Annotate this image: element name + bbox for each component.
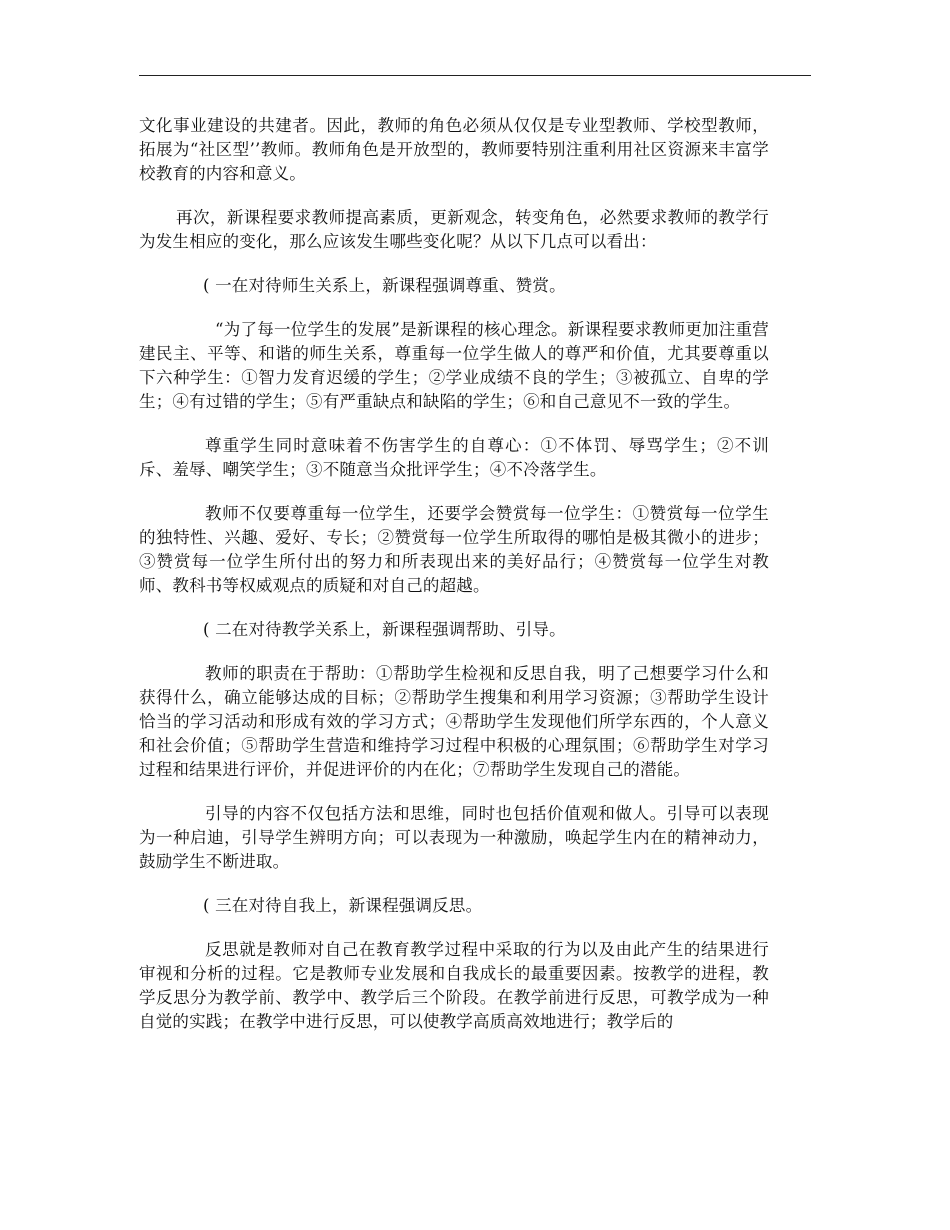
paragraph-behavior-change: 再次，新课程要求教师提高素质，更新观念，转变角色，必然要求教师的教学行为发生相应的变化，那么应该发生哪些变化呢？从以下几点可以看出：	[139, 208, 769, 251]
paragraph-guidance: 引导的内容不仅包括方法和思维，同时也包括价值观和做人。引导可以表现为一种启迪，引导学生辨明方向；可以表现为一种激励，唤起学生内在的精神动力，鼓励学生不断进取。	[139, 804, 769, 871]
paragraph-reflection: 反思就是教师对自己在教育教学过程中采取的行为以及由此产生的结果进行审视和分析的过程。它是教师专业发展和自我成长的最重要因素。按教学的进程，教学反思分为教学前、教学中、教学后三个阶段。在教学前进行反思，可教学成为一种自觉的实践；在教学中进行反思，可以使教学高质高效地进行；教学后的	[139, 940, 769, 1031]
section-heading-self: ( 三在对待自我上，新课程强调反思。	[203, 896, 483, 915]
paragraph-teacher-role: 文化事业建设的共建者。因此，教师的角色必须从仅仅是专业型教师、学校型教师，拓展为“社区型’’教师。教师角色是开放型的，教师要特别注重利用社区资源来丰富学校教育的内容和意义。	[139, 116, 769, 183]
paragraph-self-esteem: 尊重学生同时意味着不伤害学生的自尊心：①不体罚、辱骂学生；②不训斥、羞辱、嘲笑学生；③不随意当众批评学生；④不冷落学生。	[139, 436, 769, 479]
header-rule	[139, 75, 811, 76]
paragraph-help: 教师的职责在于帮助：①帮助学生检视和反思自我，明了己想要学习什么和获得什么，确立能够达成的目标；②帮助学生搜集和利用学习资源；③帮助学生设计恰当的学习活动和形成有效的学习方式；④帮助学生发现他们所学东西的，个人意义和社会价值；⑤帮助学生营造和维持学习过程中积极的心理氛围；⑥帮助学生对学习过程和结果进行评价，并促进评价的内在化；⑦帮助学生发现自己的潜能。	[139, 664, 769, 779]
paragraph-appreciation: 教师不仅要尊重每一位学生，还要学会赞赏每一位学生：①赞赏每一位学生的独特性、兴趣、爱好、专长；②赞赏每一位学生所取得的哪怕是极其微小的进步；③赞赏每一位学生所付出的努力和所表现出来的美好品行；④赞赏每一位学生对教师、教科书等权威观点的质疑和对自己的超越。	[139, 504, 769, 595]
section-heading-teacher-student: ( 一在对待师生关系上，新课程强调尊重、赞赏。	[203, 276, 566, 295]
document-body	[139, 114, 769, 1054]
paragraph-core-concept: “为了每一位学生的发展”是新课程的核心理念。新课程要求教师更加注重营建民主、平等、和谐的师生关系，尊重每一位学生做人的尊严和价值，尤其要尊重以下六种学生：①智力发育迟缓的学生；②学业成绩不良的学生；③被孤立、自卑的学生；④有过错的学生；⑤有严重缺点和缺陷的学生；⑥和自己意见不一致的学生。	[139, 320, 769, 411]
section-heading-teaching: ( 二在对待教学关系上，新课程强调帮助、引导。	[203, 620, 566, 639]
